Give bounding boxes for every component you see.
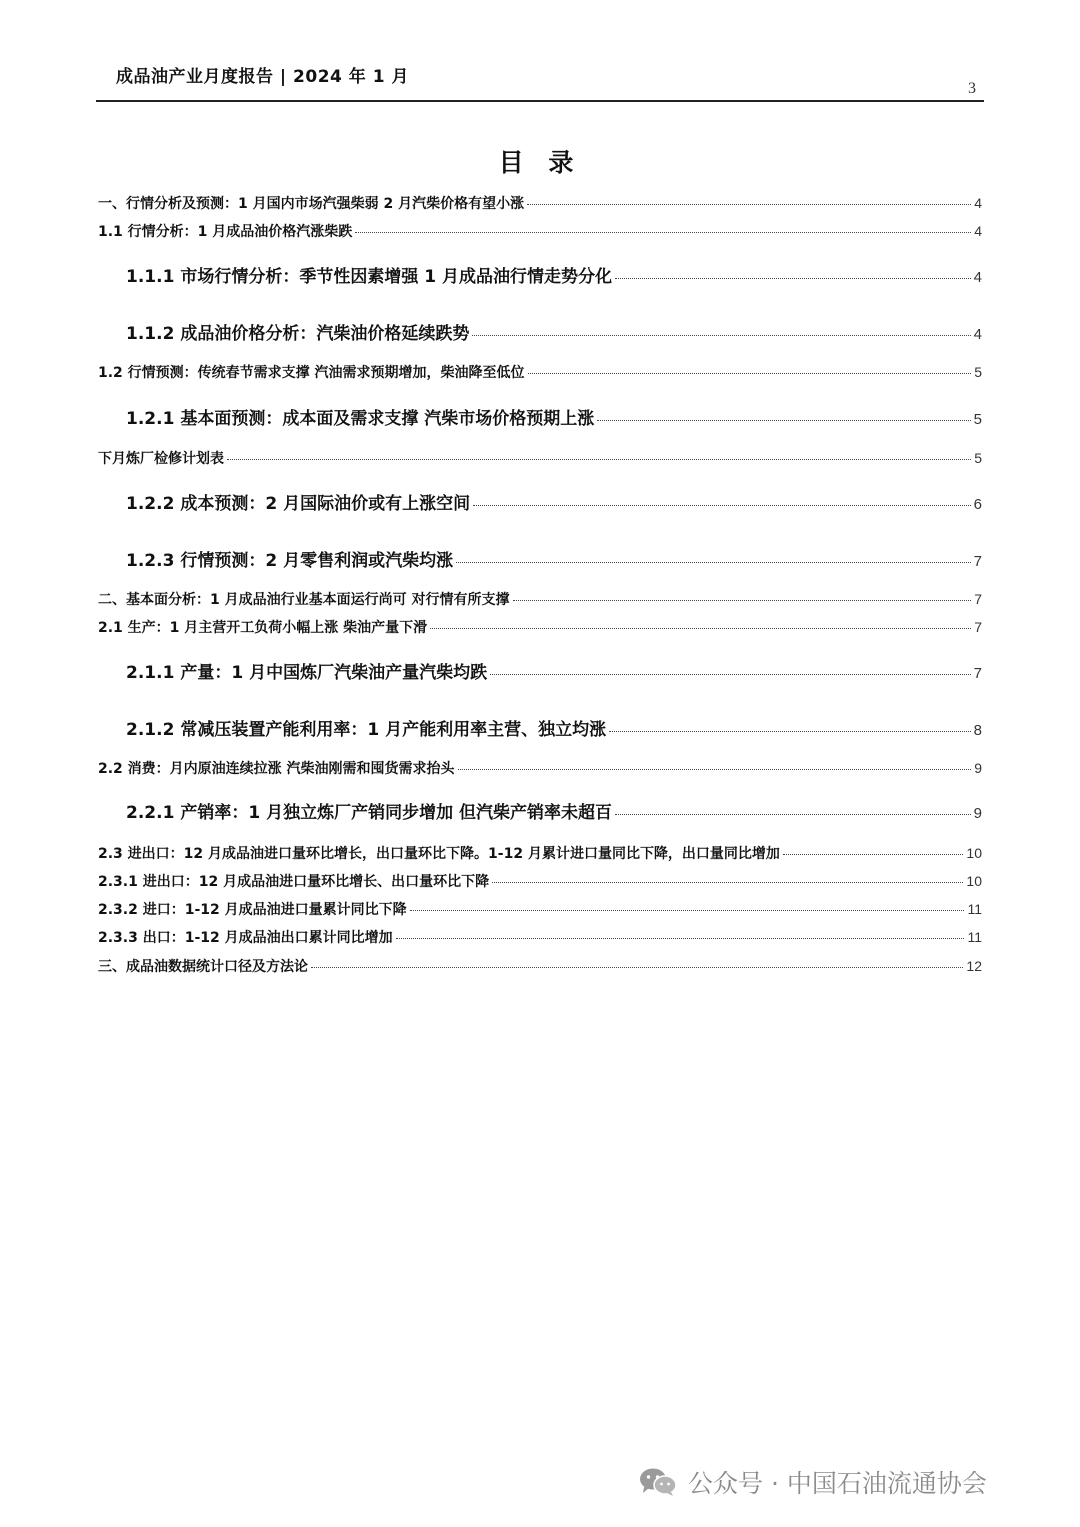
- toc-entry-text: 1.2.2 成本预测：2 月国际油价或有上涨空间: [126, 494, 471, 514]
- dot-leader: [492, 882, 963, 883]
- dot-leader: [430, 628, 971, 629]
- toc-entry[interactable]: [98, 758, 982, 778]
- toc-entry-text: 2.3.3 出口：1-12 月成品油出口累计同比增加: [98, 930, 393, 946]
- toc-entry-text: 2.3 进出口：12 月成品油进口量环比增长，出口量环比下降。1-12 月累计进口量同比下降，出口量同比增加: [98, 846, 780, 862]
- toc-entry-page: 8: [973, 722, 982, 739]
- toc-entry-page: 4: [973, 269, 982, 286]
- toc-entry-page: 11: [967, 929, 982, 945]
- dot-leader: [472, 335, 970, 336]
- toc-entry-page: 4: [973, 326, 982, 343]
- toc-entry-page: 4: [974, 195, 982, 211]
- toc-entry-text: 2.1.2 常减压装置产能利用率：1 月产能利用率主营、独立均涨: [126, 720, 607, 740]
- toc-entry[interactable]: [98, 715, 982, 740]
- dot-leader: [527, 204, 971, 205]
- toc-entry-page: 7: [973, 553, 982, 570]
- toc-entry-text: 1.2.1 基本面预测：成本面及需求支撑 汽柴市场价格预期上涨: [126, 409, 595, 429]
- toc-entry-text: 2.1.1 产量：1 月中国炼厂汽柴油产量汽柴均跌: [126, 663, 488, 683]
- watermark-text: 公众号 · 中国石油流通协会: [688, 1469, 987, 1498]
- toc-entry[interactable]: [98, 956, 982, 976]
- dot-leader: [473, 505, 971, 506]
- toc-entry-page: 6: [973, 496, 982, 513]
- toc-entry-text: 1.1 行情分析：1 月成品油价格汽涨柴跌: [98, 224, 353, 240]
- toc-entry[interactable]: [98, 843, 982, 863]
- toc-entry-text: 下月炼厂检修计划表: [98, 451, 224, 467]
- dot-leader: [597, 420, 970, 421]
- toc-entry-text: 2.3.2 进口：1-12 月成品油进口量累计同比下降: [98, 902, 407, 918]
- toc-entry-page: 9: [973, 805, 982, 822]
- toc-entry[interactable]: [98, 262, 982, 287]
- dot-leader: [456, 562, 971, 563]
- toc-entry-text: 1.2.3 行情预测：2 月零售利润或汽柴均涨: [126, 551, 454, 571]
- dot-leader: [490, 674, 971, 675]
- wechat-icon: [638, 1467, 678, 1497]
- toc-entry-page: 10: [966, 845, 982, 861]
- toc-entry[interactable]: [98, 193, 982, 213]
- toc-entry-text: 2.3.1 进出口：12 月成品油进口量环比增长、出口量环比下降: [98, 874, 490, 890]
- dot-leader: [609, 731, 971, 732]
- toc-entry-text: 2.1 生产：1 月主营开工负荷小幅上涨 柴油产量下滑: [98, 620, 428, 636]
- toc-entry-page: 5: [974, 450, 982, 466]
- toc-entry[interactable]: [98, 589, 982, 609]
- toc-entry[interactable]: [98, 617, 982, 637]
- toc-entry-text: 2.2 消费：月内原油连续拉涨 汽柴油刚需和囤货需求抬头: [98, 761, 455, 777]
- toc-entry[interactable]: [98, 319, 982, 344]
- toc-entry-page: 7: [974, 591, 982, 607]
- toc-entry-page: 11: [967, 901, 982, 917]
- dot-leader: [227, 459, 971, 460]
- toc-entry[interactable]: [98, 362, 982, 382]
- toc-entry[interactable]: [98, 927, 982, 947]
- toc-entry-page: 10: [966, 873, 982, 889]
- toc-entry[interactable]: [98, 546, 982, 571]
- report-header-title: 成品油产业月度报告 | 2024 年 1 月: [116, 67, 409, 87]
- dot-leader: [458, 769, 972, 770]
- toc-heading: 目 录: [498, 148, 582, 177]
- header-divider: [96, 100, 984, 102]
- toc-entry-text: 二、基本面分析：1 月成品油行业基本面运行尚可 对行情有所支撑: [98, 592, 510, 608]
- dot-leader: [355, 232, 971, 233]
- toc-entry-page: 12: [966, 958, 982, 974]
- toc-entry[interactable]: [98, 404, 982, 429]
- toc-entry-text: 三、成品油数据统计口径及方法论: [98, 959, 308, 975]
- toc-entry[interactable]: [98, 871, 982, 891]
- toc-entry[interactable]: [98, 489, 982, 514]
- toc-entry[interactable]: [98, 448, 982, 468]
- toc-entry-text: 1.1.1 市场行情分析：季节性因素增强 1 月成品油行情走势分化: [126, 267, 612, 287]
- dot-leader: [783, 854, 963, 855]
- toc-entry-text: 2.2.1 产销率：1 月独立炼厂产销同步增加 但汽柴产销率未超百: [126, 803, 612, 823]
- page-number: 3: [968, 80, 976, 97]
- toc-entry-page: 5: [974, 364, 982, 380]
- dot-leader: [311, 967, 963, 968]
- toc-entry-page: 5: [973, 411, 982, 428]
- toc-entry-text: 1.2 行情预测：传统春节需求支撑 汽油需求预期增加，柴油降至低位: [98, 365, 525, 381]
- toc-entry-page: 7: [974, 619, 982, 635]
- toc-entry[interactable]: [98, 798, 982, 823]
- toc-entry[interactable]: [98, 221, 982, 241]
- toc-entry-text: 1.1.2 成品油价格分析：汽柴油价格延续跌势: [126, 324, 470, 344]
- dot-leader: [615, 814, 971, 815]
- dot-leader: [513, 600, 972, 601]
- toc-entry-page: 9: [974, 760, 982, 776]
- dot-leader: [615, 278, 971, 279]
- dot-leader: [410, 910, 965, 911]
- toc-entry[interactable]: [98, 658, 982, 683]
- dot-leader: [528, 373, 972, 374]
- toc-entry-text: 一、行情分析及预测：1 月国内市场汽强柴弱 2 月汽柴价格有望小涨: [98, 196, 525, 212]
- dot-leader: [396, 938, 965, 939]
- wechat-watermark: [638, 1464, 987, 1500]
- toc-entry-page: 7: [973, 665, 982, 682]
- toc-entry[interactable]: [98, 899, 982, 919]
- toc-entry-page: 4: [974, 223, 982, 239]
